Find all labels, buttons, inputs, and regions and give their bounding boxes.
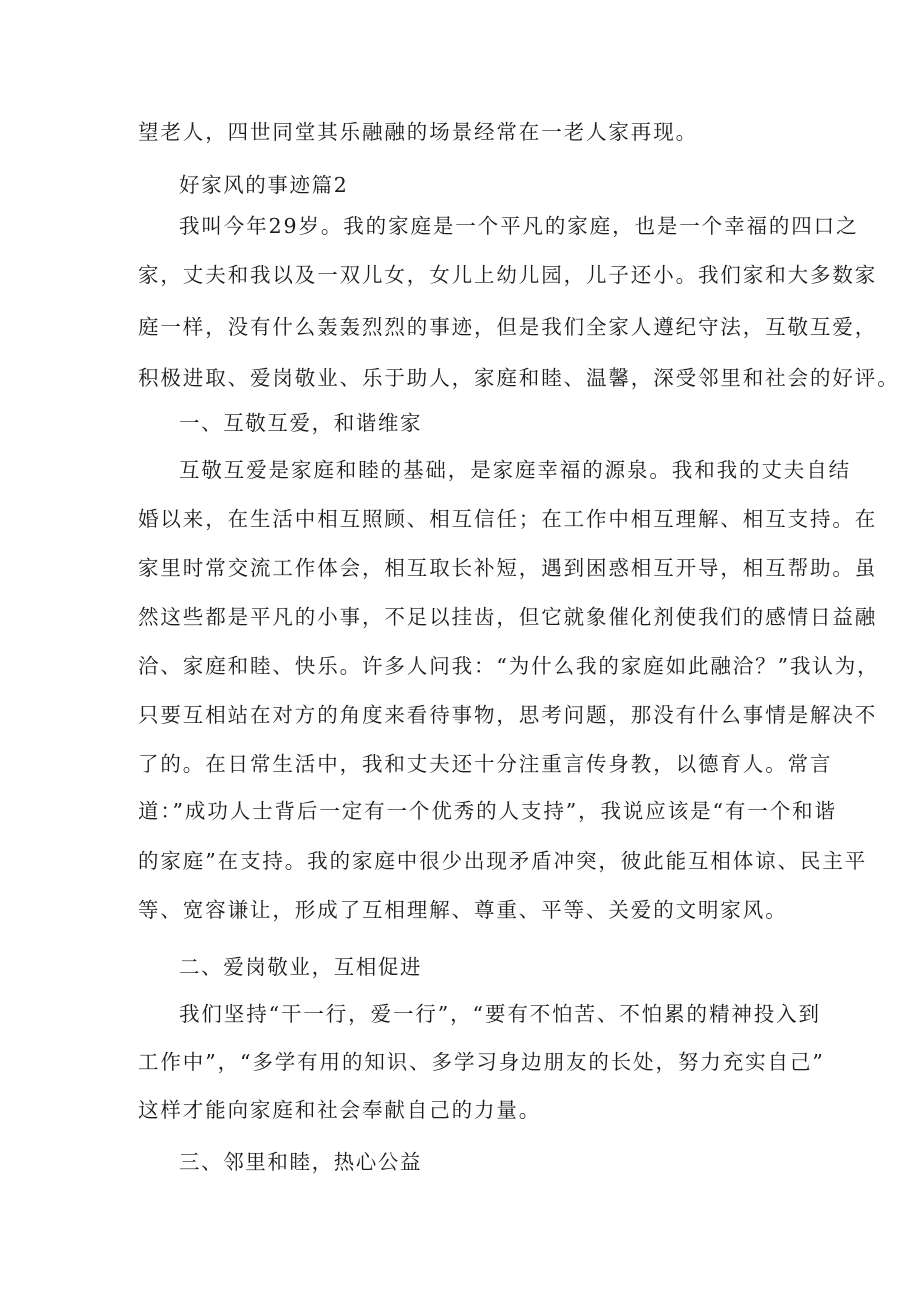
paragraph-line: 然这些都是平凡的小事，不足以挂齿，但它就象催化剂使我们的感情日益融 (138, 605, 878, 629)
section-heading: 一、互敬互爱，和谐维家 (179, 411, 423, 435)
section-heading: 三、邻里和睦，热心公益 (179, 1150, 423, 1174)
paragraph-line: 了的。在日常生活中，我和丈夫还十分注重言传身教，以德育人。常言 (138, 752, 833, 776)
paragraph-line: 婚以来，在生活中相互照顾、相互信任；在工作中相互理解、相互支持。在 (138, 507, 878, 531)
section-title: 好家风的事迹篇2 (179, 173, 349, 197)
paragraph-line: 这样才能向家庭和社会奉献自己的力量。 (138, 1098, 542, 1122)
paragraph-line: 望老人，四世同堂其乐融融的场景经常在一老人家再现。 (138, 120, 698, 144)
paragraph-line: 洽、家庭和睦、快乐。许多人问我：“为什么我的家庭如此融洽？”我认为， (138, 654, 880, 678)
paragraph-line: 工作中”，“多学有用的知识、多学习身边朋友的长处，努力充实自己” (138, 1050, 825, 1074)
paragraph-line: 的家庭”在支持。我的家庭中很少出现矛盾冲突，彼此能互相体谅、民主平 (138, 849, 868, 873)
paragraph-line: 庭一样，没有什么轰轰烈烈的事迹，但是我们全家人遵纪守法，互敬互爱， (138, 315, 878, 339)
paragraph-line: 我叫今年29岁。我的家庭是一个平凡的家庭，也是一个幸福的四口之 (179, 214, 859, 238)
paragraph-line: 积极进取、爱岗敬业、乐于助人，家庭和睦、温馨，深受邻里和社会的好评。 (138, 366, 900, 390)
paragraph-line: 等、宽容谦让，形成了互相理解、尊重、平等、关爱的文明家风。 (138, 898, 788, 922)
paragraph-line: 只要互相站在对方的角度来看待事物，思考问题，那没有什么事情是解决不 (138, 703, 878, 727)
paragraph-line: 我们坚持“干一行，爱一行”，“要有不怕苦、不怕累的精神投入到 (179, 1002, 821, 1026)
paragraph-line: 互敬互爱是家庭和睦的基础，是家庭幸福的源泉。我和我的丈夫自结 (179, 458, 851, 482)
section-heading: 二、爱岗敬业，互相促进 (179, 955, 423, 979)
paragraph-line: 家里时常交流工作体会，相互取长补短，遇到困惑相互开导，相互帮助。虽 (138, 556, 878, 580)
paragraph-line: 道：”成功人士背后一定有一个优秀的人支持”，我说应该是“有一个和谐 (138, 799, 837, 823)
paragraph-line: 家，丈夫和我以及一双儿女，女儿上幼儿园，儿子还小。我们家和大多数家 (138, 263, 878, 287)
